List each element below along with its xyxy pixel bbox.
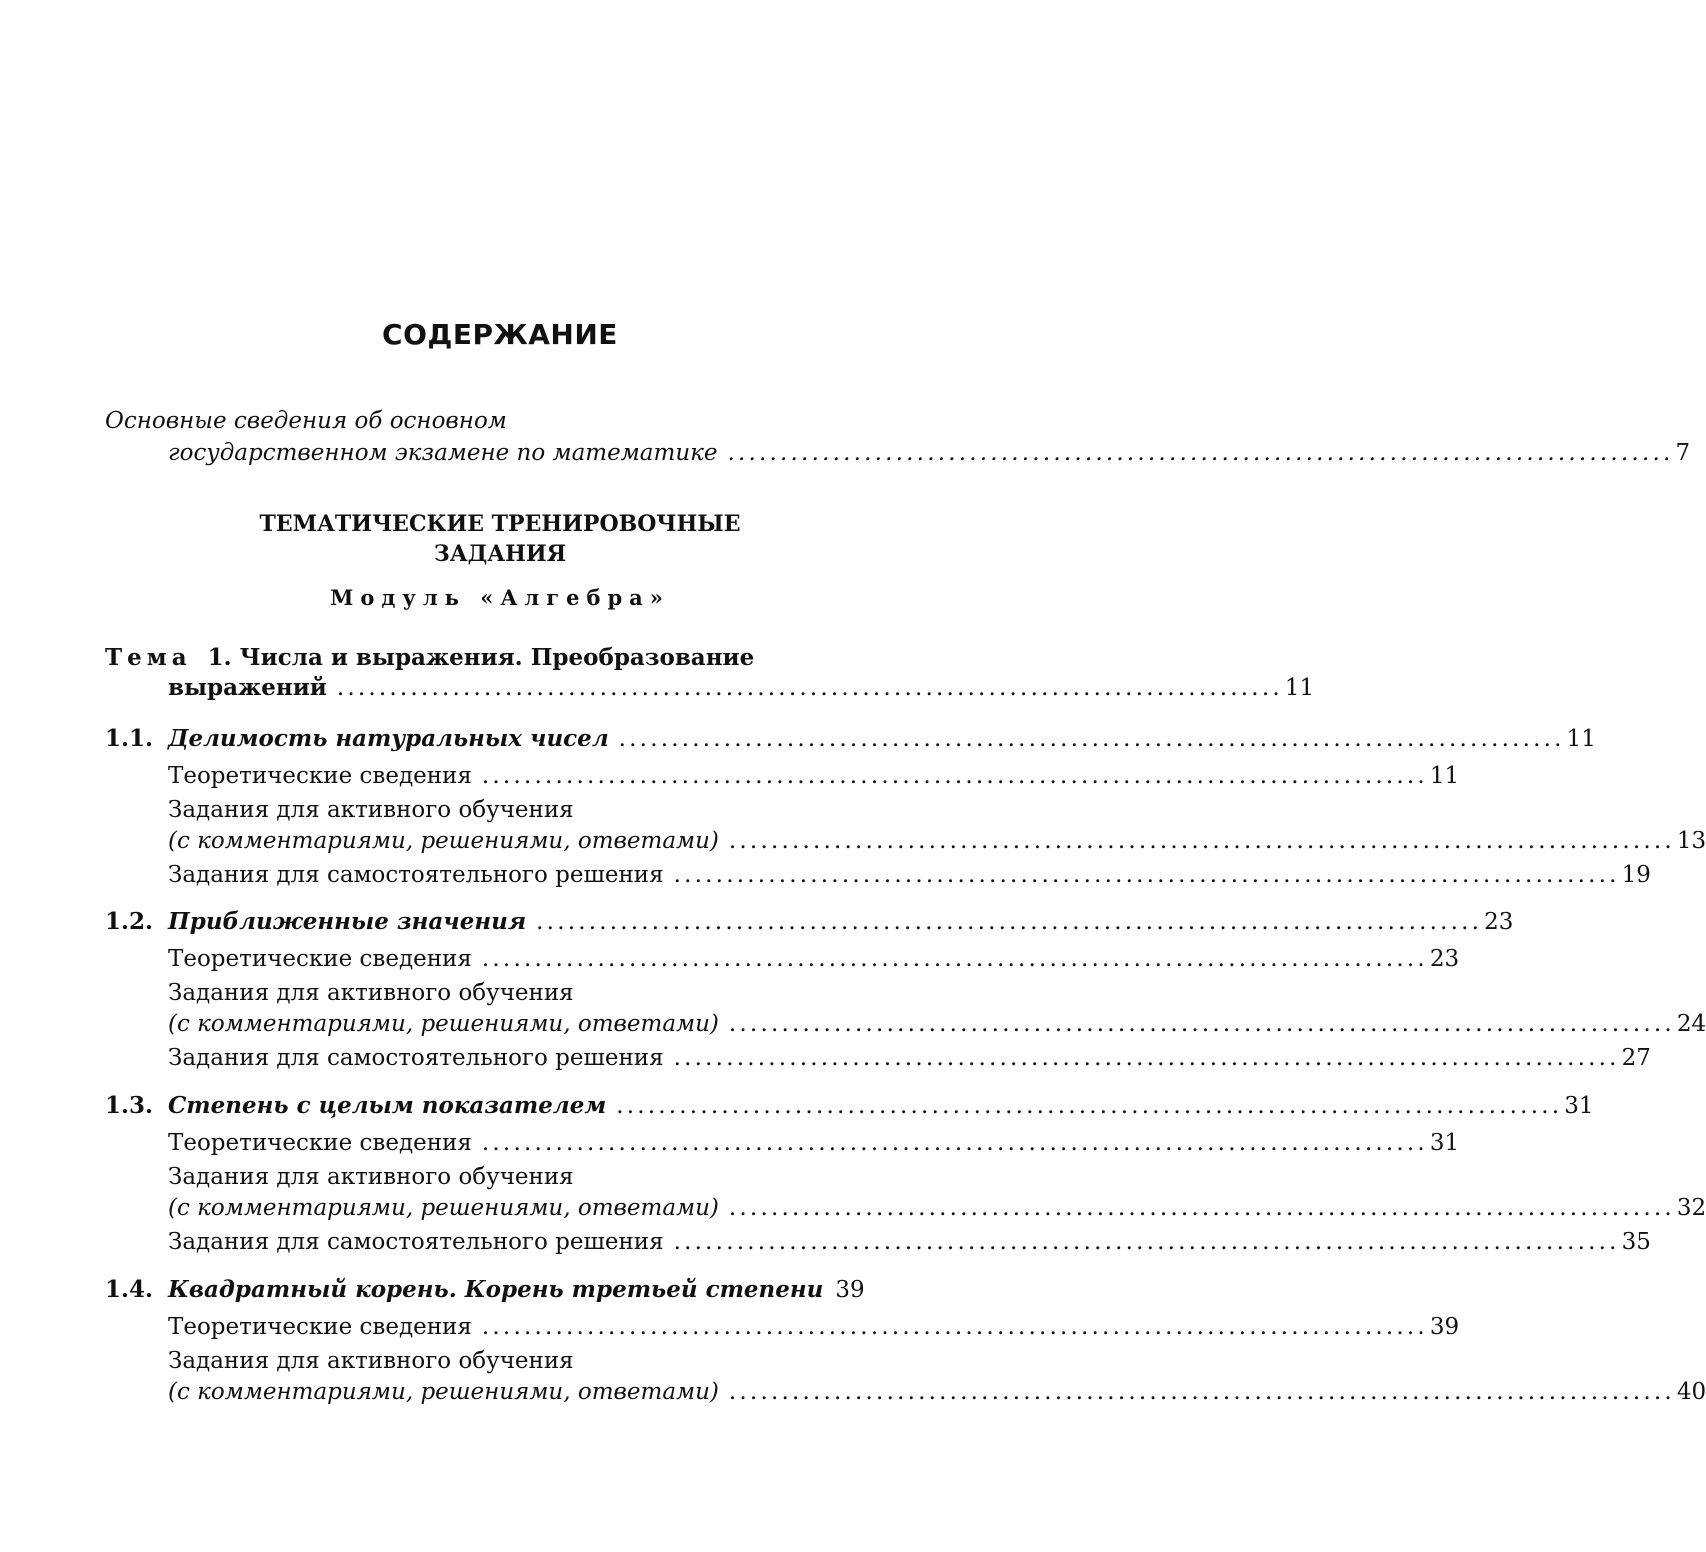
entry-label: Задания для активного обучения [168,797,574,823]
page-number: 31 [1429,1130,1460,1156]
entry-sublabel: (с комментариями, решениями, ответами) [168,828,719,854]
topic-title: 1. Числа и выражения. Преобразование [207,644,755,671]
toc-entry[interactable] [168,1127,1460,1159]
entry-sublabel: (с комментариями, решениями, ответами) [168,1195,719,1221]
section-title-row[interactable] [168,906,1514,938]
intro-label-1: Основные сведения об основном [105,408,507,434]
toc-entry[interactable] [168,760,1460,792]
toc-entry[interactable] [168,977,860,1009]
entry-label: Задания для активного обучения [168,1348,574,1374]
entry-label: Теоретические сведения [168,1130,472,1156]
dot-leader: .......................................................................................... [728,1195,1675,1221]
entry-sublabel: (с комментариями, решениями, ответами) [168,1379,719,1405]
section-heading-line-1: ТЕМАТИЧЕСКИЕ ТРЕНИРОВОЧНЫЕ [259,511,741,537]
toc-entry[interactable] [168,794,860,826]
toc-entry[interactable] [168,1226,1651,1258]
page-number: 35 [1621,1229,1651,1255]
page-number: 11 [1429,763,1460,789]
entry-label: Теоретические сведения [168,1314,472,1340]
toc-entry-cont[interactable] [168,1008,1706,1040]
intro-line-1[interactable] [105,405,860,437]
topic-page-number: 11 [1284,675,1315,701]
section-title: Делимость натуральных чисел [168,725,609,752]
dot-leader: .......................................................................................... [618,726,1565,752]
page-number: 40 [1676,1379,1706,1405]
section-title: Приближенные значения [168,908,527,935]
entry-label: Задания для активного обучения [168,1164,574,1190]
page-number: 32 [1676,1195,1706,1221]
page-number: 11 [1566,726,1596,752]
section-heading-line-2: ЗАДАНИЯ [433,541,567,567]
dot-leader: .......................................................................................... [673,1229,1620,1255]
dot-leader: .......................................................................................... [481,1130,1428,1156]
toc-entry[interactable] [168,1042,1651,1074]
page-number: 39 [1429,1314,1460,1340]
module-heading: Модуль «Алгебра» [330,585,670,610]
section-title-row[interactable] [168,1274,865,1306]
dot-leader: .......................................................................................... [536,909,1483,935]
toc-entry[interactable] [168,859,1651,891]
page-title: СОДЕРЖАНИЕ [382,318,618,351]
dot-leader: .......................................................................................... [728,828,1675,854]
dot-leader: .......................................................................................... [673,1045,1620,1071]
topic-line-2[interactable] [168,672,1315,704]
page-number: 39 [835,1277,865,1303]
dot-leader: .......................................................................................... [728,1011,1675,1037]
toc-entry-cont[interactable] [168,1192,1706,1224]
dot-leader: .......................................................................................... [673,862,1620,888]
dot-leader: .......................................................................................... [481,1314,1428,1340]
page-number: 23 [1429,946,1460,972]
toc-entry[interactable] [168,1345,860,1377]
section-title: Квадратный корень. Корень третьей степени [168,1276,824,1303]
entry-sublabel: (с комментариями, решениями, ответами) [168,1011,719,1037]
toc-entry[interactable] [168,1161,860,1193]
section-number: 1.1. [105,725,154,752]
page-number: 31 [1564,1093,1594,1119]
dot-leader: .......................................................................................... [481,946,1428,972]
dot-leader: .......................................................................................... [728,1379,1675,1405]
page-number: 24 [1676,1011,1706,1037]
page-number: 13 [1676,828,1706,854]
dot-leader: .......................................................................................... [336,675,1283,701]
entry-label: Задания для самостоятельного решения [168,1229,664,1255]
page-number: 27 [1621,1045,1651,1071]
intro-page-number: 7 [1675,440,1691,466]
dot-leader: .......................................................................................... [616,1093,1563,1119]
page-number: 23 [1484,909,1514,935]
toc-entry-cont[interactable] [168,825,1706,857]
intro-label-2: государственном экзамене по математике [168,440,718,466]
entry-label: Задания для самостоятельного решения [168,1045,664,1071]
dot-leader: .......................................................................................... [481,763,1428,789]
toc-entry[interactable] [168,1311,1460,1343]
page-number: 19 [1621,862,1651,888]
topic-title-cont: выражений [168,674,327,701]
dot-leader: .......................................................................................... [727,440,1674,466]
section-title-row[interactable] [168,1090,1594,1122]
entry-label: Теоретические сведения [168,946,472,972]
entry-label: Задания для активного обучения [168,980,574,1006]
entry-label: Теоретические сведения [168,763,472,789]
section-number: 1.4. [105,1276,154,1303]
section-number: 1.2. [105,908,154,935]
toc-entry-cont[interactable] [168,1376,1706,1408]
topic-prefix: Тема [105,644,192,671]
entry-label: Задания для самостоятельного решения [168,862,664,888]
section-number: 1.3. [105,1092,154,1119]
topic-line-1[interactable] [105,642,860,674]
intro-line-2[interactable] [168,437,1691,469]
toc-entry[interactable] [168,943,1460,975]
section-title: Степень с целым показателем [168,1092,607,1119]
section-title-row[interactable] [168,723,1596,755]
